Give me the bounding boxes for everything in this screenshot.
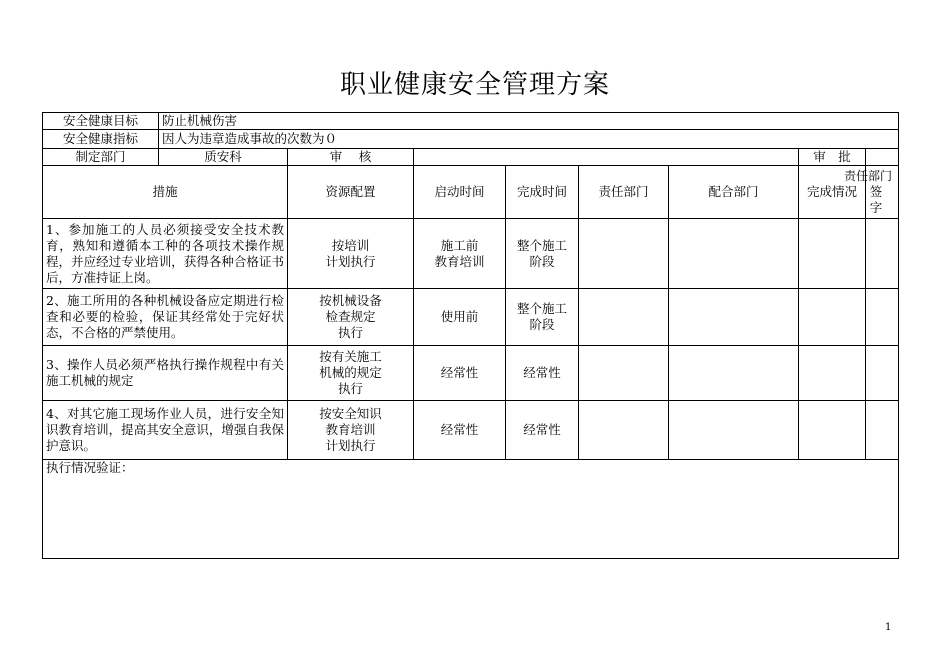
measure-text: 2、施工所用的各种机械设备应定期进行检查和必要的检验，保证其经常处于完好状态，不合格的严禁使用。: [43, 289, 288, 346]
sign-cell: [866, 401, 899, 460]
resource-line: 教育培训: [325, 422, 376, 437]
cooperate-cell: [669, 289, 799, 346]
measure-text: 3、操作人员必须严格执行操作规程中有关施工机械的规定: [43, 346, 288, 401]
col-start: 启动时间: [414, 166, 506, 219]
col-measures: 措施: [43, 166, 288, 219]
target-row: [43, 113, 899, 130]
finish-cell: [506, 219, 579, 289]
dept-label: 制定部门: [43, 149, 159, 166]
management-plan-table: [42, 112, 899, 559]
dept-value: 质安科: [159, 149, 288, 166]
measure-text: 4、对其它施工现场作业人员，进行安全知识教育培训，提高其安全意识，增强自我保护意识。: [43, 401, 288, 460]
col-status: 完成情况: [799, 166, 866, 219]
resource-line: 按有关施工: [319, 349, 382, 364]
finish-cell: [506, 289, 579, 346]
finish-line: 阶段: [529, 253, 555, 269]
table-row: [43, 346, 899, 401]
resource-cell: [288, 289, 414, 346]
resource-line: 检查规定: [325, 309, 376, 324]
start-cell: [414, 219, 506, 289]
col-sign-line3: 字: [869, 200, 883, 215]
verification-row: [43, 460, 899, 559]
start-line: 使用前: [440, 309, 479, 324]
start-cell: [414, 289, 506, 346]
target-label: 安全健康目标: [43, 113, 159, 130]
measure-text: 1、参加施工的人员必须接受安全技术教育，熟知和遵循本工种的各项技术操作规程，并应经过专业培训，获得各种合格证书后，方准持证上岗。: [43, 219, 288, 289]
resource-line: 按安全知识: [319, 406, 382, 421]
responsible-cell: [579, 401, 669, 460]
resource-line: 按培训: [331, 237, 370, 253]
status-cell: [799, 401, 866, 460]
page-number: 1: [885, 622, 892, 633]
status-cell: [799, 346, 866, 401]
cooperate-cell: [669, 346, 799, 401]
resource-line: 执行: [337, 325, 363, 340]
resource-line: 计划执行: [325, 438, 376, 453]
table-row: [43, 289, 899, 346]
approve-label: 审 批: [799, 149, 866, 166]
finish-cell: 经常性: [506, 401, 579, 460]
col-cooperate: 配合部门: [669, 166, 799, 219]
cooperate-cell: [669, 401, 799, 460]
finish-line: 整个施工: [516, 301, 567, 316]
resource-cell: [288, 346, 414, 401]
approve-value: [866, 149, 899, 166]
start-cell: 经常性: [414, 401, 506, 460]
start-cell: 经常性: [414, 346, 506, 401]
resource-line: 机械的规定: [319, 365, 382, 380]
responsible-cell: [579, 346, 669, 401]
table-row: [43, 219, 899, 289]
col-sign-line1: 责任部门: [844, 169, 893, 183]
responsible-cell: [579, 289, 669, 346]
document-title: 职业健康安全管理方案: [339, 70, 610, 100]
indicator-row: [43, 130, 899, 149]
col-finish: 完成时间: [506, 166, 579, 219]
sign-cell: [866, 289, 899, 346]
start-line: 施工前: [440, 237, 479, 253]
finish-line: 整个施工: [516, 237, 567, 253]
col-sign: [844, 166, 899, 219]
verification-label: 执行情况验证：: [43, 460, 899, 559]
column-header-row: [43, 166, 899, 219]
table-row: [43, 401, 899, 460]
col-responsible: 责任部门: [579, 166, 669, 219]
col-resources: 资源配置: [288, 166, 414, 219]
status-cell: [799, 289, 866, 346]
resource-cell: [288, 401, 414, 460]
finish-cell: 经常性: [506, 346, 579, 401]
cooperate-cell: [669, 219, 799, 289]
col-sign-line2: 签: [869, 184, 883, 199]
sign-cell: [866, 219, 899, 289]
responsible-cell: [579, 219, 669, 289]
target-value: 防止机械伤害: [159, 113, 899, 130]
finish-line: 阶段: [529, 317, 555, 332]
sign-cell: [866, 346, 899, 401]
review-value: [414, 149, 799, 166]
review-label: 审 核: [288, 149, 414, 166]
indicator-value: 因人为违章造成事故的次数为０: [159, 130, 899, 149]
indicator-label: 安全健康指标: [43, 130, 159, 149]
start-line: 教育培训: [434, 253, 485, 269]
resource-cell: [288, 219, 414, 289]
resource-line: 计划执行: [325, 253, 376, 269]
resource-line: 执行: [337, 381, 363, 396]
status-cell: [799, 219, 866, 289]
resource-line: 按机械设备: [319, 293, 382, 308]
dept-row: [43, 149, 899, 166]
